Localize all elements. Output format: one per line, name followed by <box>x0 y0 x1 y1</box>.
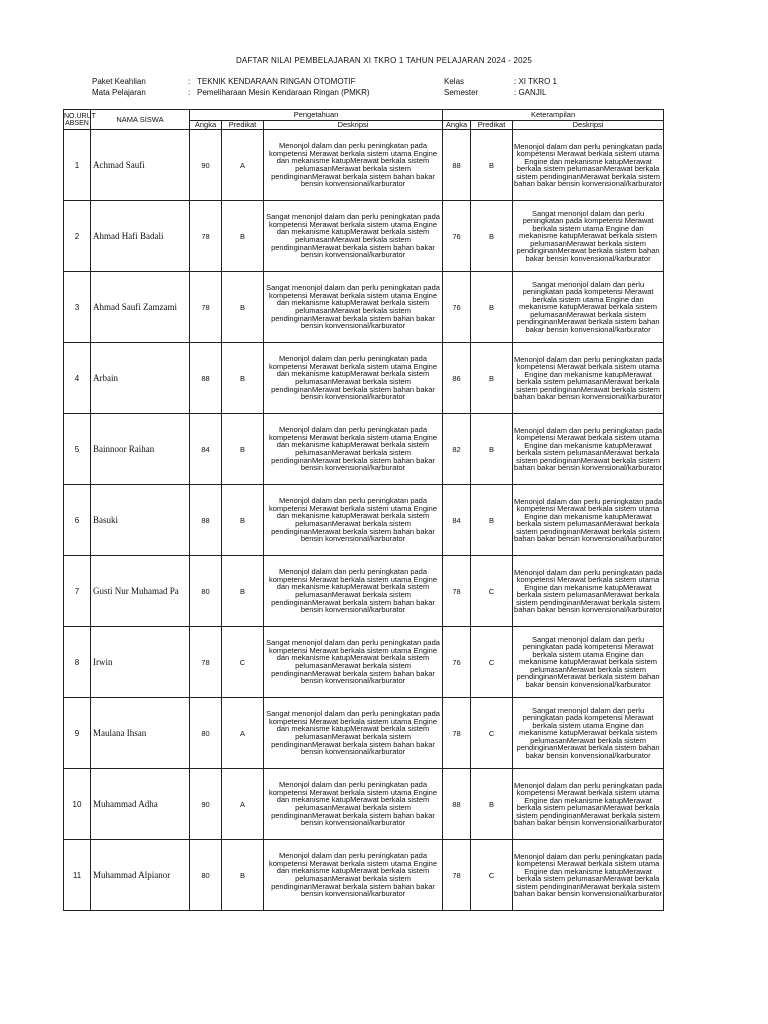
student-name: Ahmad Hafi Badali <box>91 201 190 272</box>
keterampilan-predikat: C <box>471 556 513 627</box>
student-name: Irwin <box>91 627 190 698</box>
pengetahuan-angka: 80 <box>190 840 222 911</box>
row-number: 10 <box>64 769 91 840</box>
semester-value: : GANJIL <box>514 88 547 97</box>
student-name: Basuki <box>91 485 190 556</box>
keterampilan-angka: 78 <box>443 556 471 627</box>
pengetahuan-deskripsi: Menonjol dalam dan perlu peningkatan pada kompetensi Merawat berkala sistem utama Engine dan mekanisme katupMerawat berkala sistem pelumasanMerawat berkala sistem pendinginanMerawat berkala sistem bahan bakar bensin konvensional/karburator <box>264 485 443 556</box>
keterampilan-predikat: B <box>471 272 513 343</box>
pengetahuan-deskripsi: Sangat menonjol dalam dan perlu peningkatan pada kompetensi Merawat berkala sistem utama Engine dan mekanisme katupMerawat berkala sistem pelumasanMerawat berkala sistem pendinginanMerawat berkala sistem bahan bakar bensin konvensional/karburator <box>264 272 443 343</box>
pengetahuan-angka: 90 <box>190 130 222 201</box>
header-deskripsi: Deskripsi <box>264 121 443 130</box>
keterampilan-deskripsi: Sangat menonjol dalam dan perlu peningkatan pada kompetensi Merawat berkala sistem utama Engine dan mekanisme katupMerawat berkala sistem pelumasanMerawat berkala sistem pendinginanMerawat berkala sistem bahan bakar bensin konvensional/karburator <box>513 627 664 698</box>
keterampilan-predikat: C <box>471 840 513 911</box>
student-name: Ahmad Saufi Zamzami <box>91 272 190 343</box>
header-angka: Angka <box>443 121 471 130</box>
keterampilan-predikat: B <box>471 414 513 485</box>
pengetahuan-deskripsi: Menonjol dalam dan perlu peningkatan pada kompetensi Merawat berkala sistem utama Engine dan mekanisme katupMerawat berkala sistem pelumasanMerawat berkala sistem pendinginanMerawat berkala sistem bahan bakar bensin konvensional/karburator <box>264 769 443 840</box>
table-row <box>64 201 664 272</box>
pengetahuan-angka: 80 <box>190 556 222 627</box>
keterampilan-angka: 76 <box>443 201 471 272</box>
mata-pelajaran-label: Mata Pelajaran <box>92 88 146 97</box>
row-number: 6 <box>64 485 91 556</box>
grades-table <box>63 109 664 911</box>
mata-pelajaran-value: Pemeliharaan Mesin Kendaraan Ringan (PMKR) <box>197 88 370 97</box>
pengetahuan-predikat: A <box>222 769 264 840</box>
table-row <box>64 485 664 556</box>
keterampilan-angka: 88 <box>443 769 471 840</box>
table-row <box>64 840 664 911</box>
keterampilan-predikat: B <box>471 769 513 840</box>
pengetahuan-predikat: B <box>222 840 264 911</box>
row-number: 3 <box>64 272 91 343</box>
header-pengetahuan: Pengetahuan <box>190 110 443 121</box>
keterampilan-deskripsi: Sangat menonjol dalam dan perlu peningkatan pada kompetensi Merawat berkala sistem utama Engine dan mekanisme katupMerawat berkala sistem pelumasanMerawat berkala sistem pendinginanMerawat berkala sistem bahan bakar bensin konvensional/karburator <box>513 698 664 769</box>
colon: : <box>188 88 191 97</box>
keterampilan-predikat: C <box>471 627 513 698</box>
header-angka: Angka <box>190 121 222 130</box>
pengetahuan-deskripsi: Sangat menonjol dalam dan perlu peningkatan pada kompetensi Merawat berkala sistem utama Engine dan mekanisme katupMerawat berkala sistem pelumasanMerawat berkala sistem pendinginanMerawat berkala sistem bahan bakar bensin konvensional/karburator <box>264 698 443 769</box>
keterampilan-angka: 86 <box>443 343 471 414</box>
pengetahuan-predikat: B <box>222 485 264 556</box>
keterampilan-predikat: B <box>471 485 513 556</box>
pengetahuan-deskripsi: Menonjol dalam dan perlu peningkatan pada kompetensi Merawat berkala sistem utama Engine dan mekanisme katupMerawat berkala sistem pelumasanMerawat berkala sistem pendinginanMerawat berkala sistem bahan bakar bensin konvensional/karburator <box>264 556 443 627</box>
pengetahuan-angka: 78 <box>190 272 222 343</box>
keterampilan-deskripsi: Menonjol dalam dan perlu peningkatan pada kompetensi Merawat berkala sistem utama Engine dan mekanisme katupMerawat berkala sistem pelumasanMerawat berkala sistem pendinginanMerawat berkala sistem bahan bakar bensin konvensional/karburator <box>513 343 664 414</box>
pengetahuan-angka: 88 <box>190 485 222 556</box>
keterampilan-predikat: B <box>471 130 513 201</box>
page-title: DAFTAR NILAI PEMBELAJARAN XI TKRO 1 TAHUN PELAJARAN 2024 - 2025 <box>235 56 533 65</box>
keterampilan-predikat: B <box>471 201 513 272</box>
header-deskripsi: Deskripsi <box>513 121 664 130</box>
kelas-label: Kelas <box>444 77 465 86</box>
keterampilan-deskripsi: Menonjol dalam dan perlu peningkatan pada kompetensi Merawat berkala sistem utama Engine dan mekanisme katupMerawat berkala sistem pelumasanMerawat berkala sistem pendinginanMerawat berkala sistem bahan bakar bensin konvensional/karburator <box>513 130 664 201</box>
row-number: 4 <box>64 343 91 414</box>
keterampilan-predikat: B <box>471 343 513 414</box>
keterampilan-deskripsi: Menonjol dalam dan perlu peningkatan pada kompetensi Merawat berkala sistem utama Engine dan mekanisme katupMerawat berkala sistem pelumasanMerawat berkala sistem pendinginanMerawat berkala sistem bahan bakar bensin konvensional/karburator <box>513 840 664 911</box>
keterampilan-angka: 78 <box>443 840 471 911</box>
table-row <box>64 272 664 343</box>
header-no-urut-absen: NO.URUT ABSEN <box>64 110 91 130</box>
row-number: 9 <box>64 698 91 769</box>
pengetahuan-predikat: A <box>222 130 264 201</box>
keterampilan-deskripsi: Menonjol dalam dan perlu peningkatan pada kompetensi Merawat berkala sistem utama Engine dan mekanisme katupMerawat berkala sistem pelumasanMerawat berkala sistem pendinginanMerawat berkala sistem bahan bakar bensin konvensional/karburator <box>513 556 664 627</box>
student-name: Achmad Saufi <box>91 130 190 201</box>
pengetahuan-angka: 78 <box>190 627 222 698</box>
table-row <box>64 556 664 627</box>
table-row <box>64 343 664 414</box>
pengetahuan-angka: 90 <box>190 769 222 840</box>
row-number: 2 <box>64 201 91 272</box>
pengetahuan-deskripsi: Menonjol dalam dan perlu peningkatan pada kompetensi Merawat berkala sistem utama Engine dan mekanisme katupMerawat berkala sistem pelumasanMerawat berkala sistem pendinginanMerawat berkala sistem bahan bakar bensin konvensional/karburator <box>264 130 443 201</box>
keterampilan-deskripsi: Menonjol dalam dan perlu peningkatan pada kompetensi Merawat berkala sistem utama Engine dan mekanisme katupMerawat berkala sistem pelumasanMerawat berkala sistem pendinginanMerawat berkala sistem bahan bakar bensin konvensional/karburator <box>513 485 664 556</box>
row-number: 5 <box>64 414 91 485</box>
pengetahuan-angka: 80 <box>190 698 222 769</box>
pengetahuan-deskripsi: Menonjol dalam dan perlu peningkatan pada kompetensi Merawat berkala sistem utama Engine dan mekanisme katupMerawat berkala sistem pelumasanMerawat berkala sistem pendinginanMerawat berkala sistem bahan bakar bensin konvensional/karburator <box>264 840 443 911</box>
row-number: 8 <box>64 627 91 698</box>
pengetahuan-deskripsi: Menonjol dalam dan perlu peningkatan pada kompetensi Merawat berkala sistem utama Engine dan mekanisme katupMerawat berkala sistem pelumasanMerawat berkala sistem pendinginanMerawat berkala sistem bahan bakar bensin konvensional/karburator <box>264 414 443 485</box>
row-number: 1 <box>64 130 91 201</box>
row-number: 11 <box>64 840 91 911</box>
table-row <box>64 769 664 840</box>
pengetahuan-predikat: C <box>222 627 264 698</box>
pengetahuan-predikat: B <box>222 272 264 343</box>
paket-keahlian-value: TEKNIK KENDARAAN RINGAN OTOMOTIF <box>197 77 356 86</box>
header-predikat: Predikat <box>222 121 264 130</box>
header-keterampilan: Keterampilan <box>443 110 664 121</box>
keterampilan-angka: 76 <box>443 272 471 343</box>
header-nama-siswa: NAMA SISWA <box>91 110 190 130</box>
student-name: Gusti Nur Muhamad Pa <box>91 556 190 627</box>
table-row <box>64 627 664 698</box>
keterampilan-angka: 76 <box>443 627 471 698</box>
keterampilan-deskripsi: Menonjol dalam dan perlu peningkatan pada kompetensi Merawat berkala sistem utama Engine dan mekanisme katupMerawat berkala sistem pelumasanMerawat berkala sistem pendinginanMerawat berkala sistem bahan bakar bensin konvensional/karburator <box>513 414 664 485</box>
colon: : <box>188 77 191 86</box>
pengetahuan-predikat: B <box>222 201 264 272</box>
paket-keahlian-label: Paket Keahlian <box>92 77 146 86</box>
pengetahuan-angka: 88 <box>190 343 222 414</box>
student-name: Maulana Ihsan <box>91 698 190 769</box>
keterampilan-angka: 84 <box>443 485 471 556</box>
header-predikat: Predikat <box>471 121 513 130</box>
keterampilan-angka: 78 <box>443 698 471 769</box>
student-name: Muhammad Alpianor <box>91 840 190 911</box>
student-name: Arbain <box>91 343 190 414</box>
table-row <box>64 414 664 485</box>
pengetahuan-predikat: B <box>222 343 264 414</box>
pengetahuan-predikat: A <box>222 698 264 769</box>
pengetahuan-deskripsi: Sangat menonjol dalam dan perlu peningkatan pada kompetensi Merawat berkala sistem utama Engine dan mekanisme katupMerawat berkala sistem pelumasanMerawat berkala sistem pendinginanMerawat berkala sistem bahan bakar bensin konvensional/karburator <box>264 201 443 272</box>
pengetahuan-angka: 84 <box>190 414 222 485</box>
pengetahuan-predikat: B <box>222 414 264 485</box>
keterampilan-deskripsi: Menonjol dalam dan perlu peningkatan pada kompetensi Merawat berkala sistem utama Engine dan mekanisme katupMerawat berkala sistem pelumasanMerawat berkala sistem pendinginanMerawat berkala sistem bahan bakar bensin konvensional/karburator <box>513 769 664 840</box>
keterampilan-angka: 88 <box>443 130 471 201</box>
pengetahuan-angka: 78 <box>190 201 222 272</box>
keterampilan-deskripsi: Sangat menonjol dalam dan perlu peningkatan pada kompetensi Merawat berkala sistem utama Engine dan mekanisme katupMerawat berkala sistem pelumasanMerawat berkala sistem pendinginanMerawat berkala sistem bahan bakar bensin konvensional/karburator <box>513 201 664 272</box>
kelas-value: : XI TKRO 1 <box>514 77 557 86</box>
pengetahuan-deskripsi: Menonjol dalam dan perlu peningkatan pada kompetensi Merawat berkala sistem utama Engine dan mekanisme katupMerawat berkala sistem pelumasanMerawat berkala sistem pendinginanMerawat berkala sistem bahan bakar bensin konvensional/karburator <box>264 343 443 414</box>
keterampilan-predikat: C <box>471 698 513 769</box>
semester-label: Semester <box>444 88 479 97</box>
table-row <box>64 130 664 201</box>
pengetahuan-deskripsi: Sangat menonjol dalam dan perlu peningkatan pada kompetensi Merawat berkala sistem utama Engine dan mekanisme katupMerawat berkala sistem pelumasanMerawat berkala sistem pendinginanMerawat berkala sistem bahan bakar bensin konvensional/karburator <box>264 627 443 698</box>
row-number: 7 <box>64 556 91 627</box>
student-name: Muhammad Adha <box>91 769 190 840</box>
student-name: Bainnoor Raihan <box>91 414 190 485</box>
table-row <box>64 698 664 769</box>
keterampilan-angka: 82 <box>443 414 471 485</box>
pengetahuan-predikat: B <box>222 556 264 627</box>
keterampilan-deskripsi: Sangat menonjol dalam dan perlu peningkatan pada kompetensi Merawat berkala sistem utama Engine dan mekanisme katupMerawat berkala sistem pelumasanMerawat berkala sistem pendinginanMerawat berkala sistem bahan bakar bensin konvensional/karburator <box>513 272 664 343</box>
